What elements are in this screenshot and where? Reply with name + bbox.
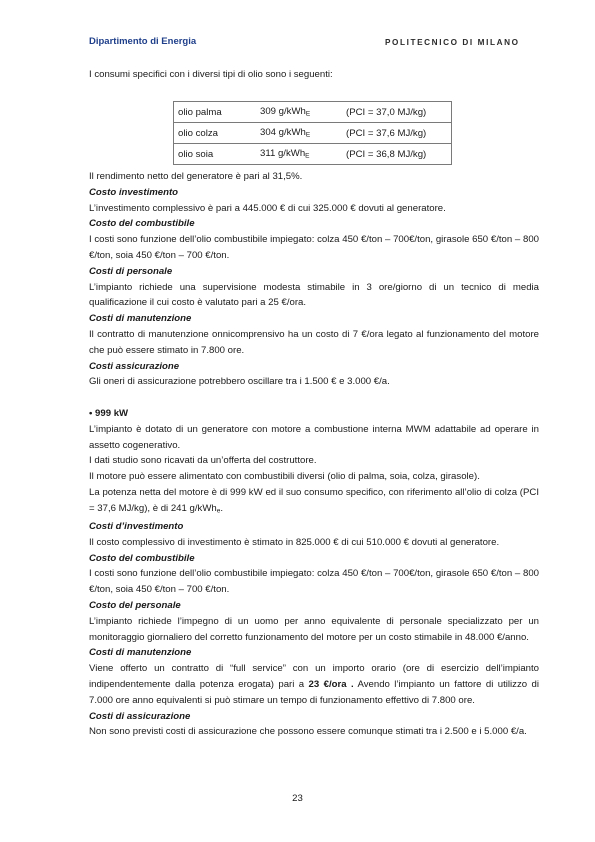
paragraph: Gli oneri di assicurazione potrebbero oscillare tra i 1.500 € e 3.000 €/a. (89, 376, 390, 388)
pci-value: (PCI = 37,6 MJ/kg) (342, 123, 452, 144)
section-heading: Costi di manutenzione (89, 647, 192, 659)
table-row (174, 123, 452, 144)
paragraph: I costi sono funzione dell’olio combustibile impiegato: colza 450 €/ton – 700€/ton, girasole 650 €/ton – 800 €/ton, soia 450 €/ton – 700 €/ton. (89, 234, 539, 261)
oil-name: olio palma (174, 102, 257, 123)
section-heading: Costi di manutenzione (89, 313, 192, 325)
specific-consumption: 309 g/kWh$_E$ (256, 102, 342, 123)
university-name: POLITECNICO DI MILANO (385, 38, 520, 47)
paragraph: Il contratto di manutenzione onnicomprensivo ha un costo di 7 €/ora legato al funzionamento del motore che può essere stimato in 7.800 ore. (89, 328, 539, 356)
pci-value: (PCI = 36,8 MJ/kg) (346, 148, 427, 160)
paragraph: L’impianto è dotato di un generatore con motore a combustione interna MWM adattabile ad operare in assetto cogenerativo. (89, 423, 539, 451)
paragraph: Non sono previsti costi di assicurazione che possono essere comunque stimati tra i 2.500 e i 5.000 €/a. (89, 726, 527, 738)
section-heading: Costi di assicurazione (89, 710, 191, 722)
specific-consumption: 304 g/kWh$_E$ (256, 123, 342, 144)
section-heading: Costo investimento (89, 186, 179, 198)
section-heading: Costi assicurazione (89, 360, 180, 372)
paragraph: L’impianto richiede una supervisione modesta stimabile in 3 ore/giorno di un tecnico di media qualificazione il cui costo è valutato pari a 25 €/ora. (89, 281, 539, 309)
table-row (174, 144, 452, 165)
section-heading: Costo del personale (89, 600, 181, 612)
page-number: 23 (292, 793, 303, 804)
oil-name: olio soia (178, 148, 214, 160)
paragraph: Il costo complessivo di investimento è stimato in 825.000 € di cui 510.000 € dovuti al generatore. (89, 536, 500, 548)
intro-text: I consumi specifici con i diversi tipi di olio sono i seguenti: (89, 69, 333, 80)
paragraph: Il motore può essere alimentato con combustibili diversi (olio di palma, soia, colza, girasole). (89, 471, 480, 483)
paragraph: L’impianto richiede l’impegno di un uomo per anno equivalente di personale specializzato per un monitoraggio giornaliero del corretto funzionamento del motore per un costo stimabile in 48.000 €/anno. (89, 615, 539, 643)
paragraph: La potenza netta del motore è di 999 kW ed il suo consumo specifico, con riferimento all’olio di colza (PCI = 37,6 MJ/kg), è di 241 g/kWh$_e$. (89, 486, 539, 515)
paragraph: L’investimento complessivo è pari a 445.000 € di cui 325.000 € dovuti al generatore. (89, 202, 446, 214)
main-content (89, 169, 539, 740)
bullet-heading-999kw: • 999 kW (89, 407, 129, 419)
paragraph: Viene offerto un contratto di “full service” con un importo orario (ore di esercizio dell’impianto indipendentemente dalla potenza erogata) pari a 23 €/ora . Avendo l’impianto un fattore di utilizzo di 7.000 ore anno equivalenti si può stimare un tempo di funzionamento effettivo di 7.800 ore. (89, 663, 539, 706)
section-heading: Costi di personale (89, 265, 173, 277)
paragraph: I dati studio sono ricavati da un’offerta del costruttore. (89, 455, 317, 467)
oil-name: olio colza (174, 123, 257, 144)
hourly-rate: 23 €/ora . (308, 679, 354, 690)
department-name: Dipartimento di Energia (89, 36, 197, 47)
oil-consumption-table (173, 101, 452, 165)
section-heading: Costo del combustibile (89, 218, 195, 230)
paragraph: I costi sono funzione dell’olio combustibile impiegato: colza 450 €/ton – 700€/ton, girasole 650 €/ton – 800 €/ton, soia 450 €/ton – 700 €/ton. (89, 568, 539, 596)
table-row (174, 102, 452, 123)
paragraph: Il rendimento netto del generatore è pari al 31,5%. (89, 171, 303, 182)
specific-consumption: 311 g/kWh$_E$ (260, 148, 310, 160)
section-heading: Costo del combustibile (89, 552, 195, 564)
section-heading: Costi d’investimento (89, 521, 184, 533)
pci-value: (PCI = 37,0 MJ/kg) (342, 102, 452, 123)
